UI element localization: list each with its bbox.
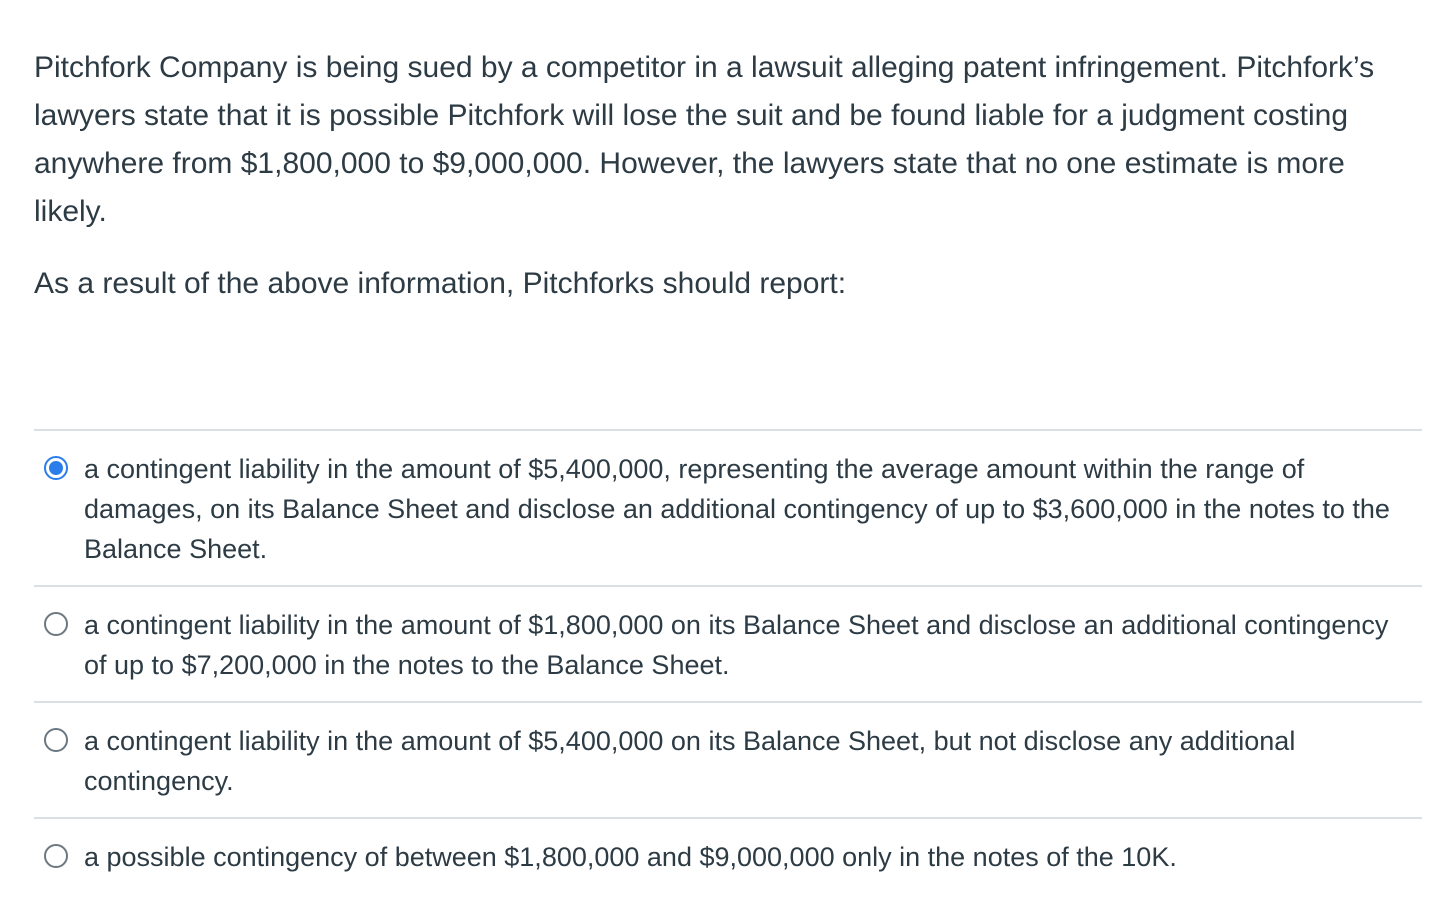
question-prompt: As a result of the above information, Pitchforks should report: [34,267,847,300]
question-text: Pitchfork Company is being sued by a competitor in a lawsuit alleging patent infringement. Pitchfork’s lawyers state that it is possible Pitchfork will lose the suit and be found liable for a judgment costing anywhere from $1,800,000 to $9,000,000. However, the lawyers state that no one estimate is more likely. [34,51,1375,228]
answer-option-3[interactable] [34,701,1422,817]
radio-unselected-icon[interactable] [44,844,68,868]
answer-list [34,429,1422,893]
radio-unselected-icon[interactable] [44,728,68,752]
answer-option-4[interactable] [34,817,1422,893]
radio-selected-icon[interactable] [44,456,68,480]
question-block [34,44,1414,308]
answer-label: a possible contingency of between $1,800,000 and $9,000,000 only in the notes of the 10K. [84,842,1177,872]
answer-label: a contingent liability in the amount of $5,400,000 on its Balance Sheet, but not disclose any additional contingency. [84,726,1296,796]
answer-label: a contingent liability in the amount of $5,400,000, representing the average amount within the range of damages, on its Balance Sheet and disclose an additional contingency of up to $3,600,000 in the notes to the Balance Sheet. [84,454,1390,564]
radio-unselected-icon[interactable] [44,612,68,636]
answer-option-1[interactable] [34,429,1422,585]
answer-option-2[interactable] [34,585,1422,701]
answer-label: a contingent liability in the amount of $1,800,000 on its Balance Sheet and disclose an additional contingency of up to $7,200,000 in the notes to the Balance Sheet. [84,610,1389,680]
